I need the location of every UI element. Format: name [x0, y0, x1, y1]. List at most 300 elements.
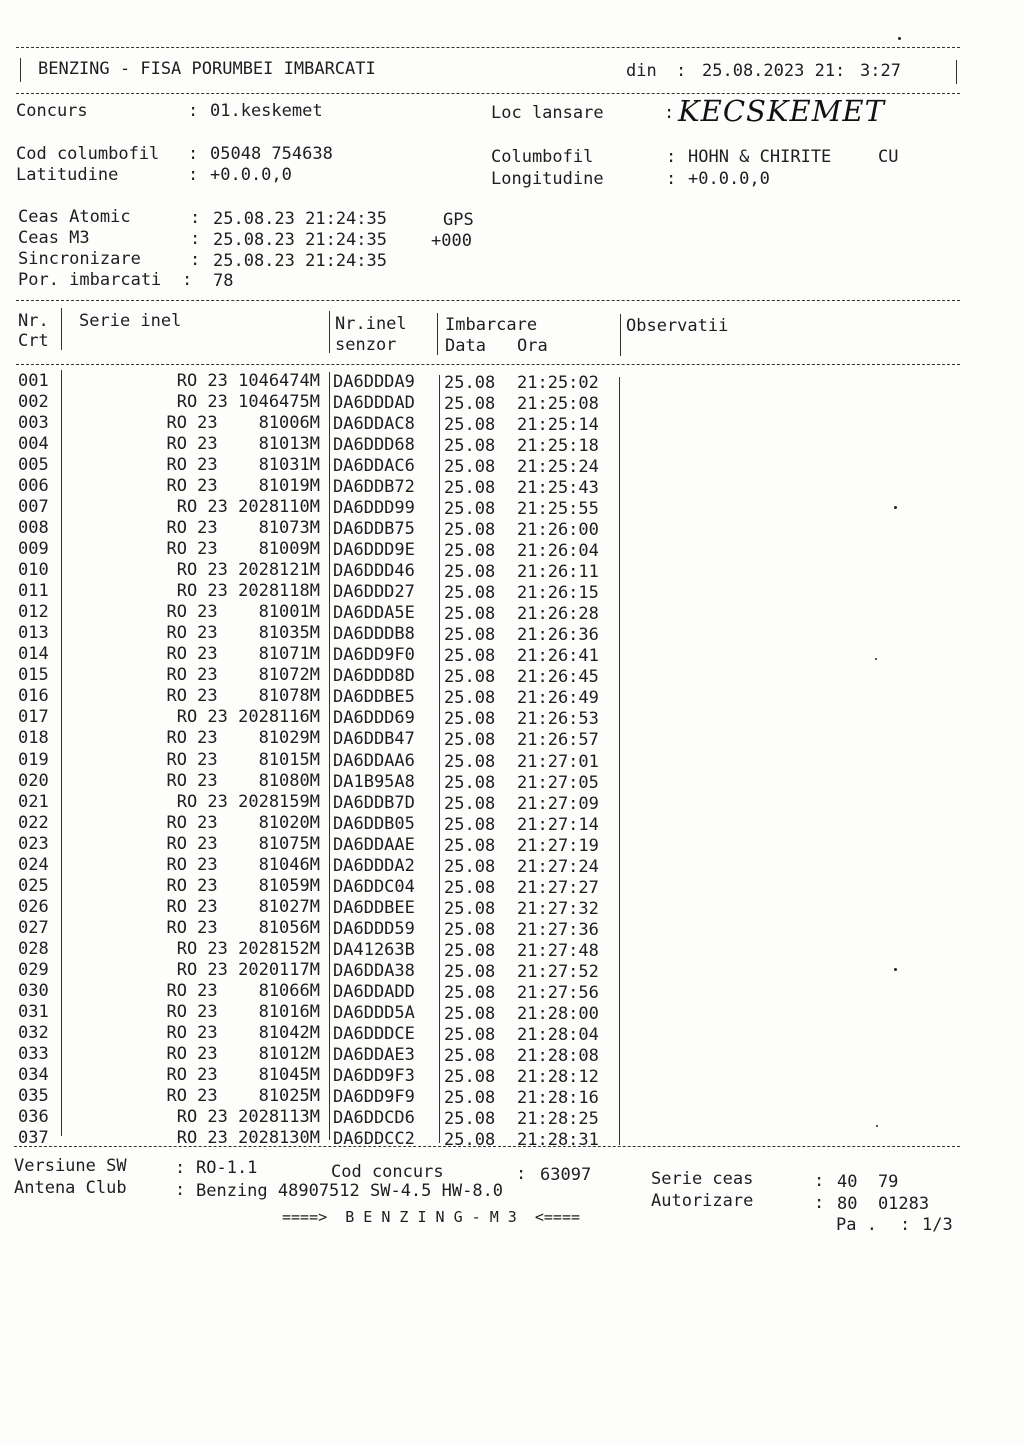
row-number: 014 — [18, 644, 49, 665]
row-number: 013 — [18, 623, 49, 644]
row-number: 018 — [18, 728, 49, 749]
header-divider-1 — [61, 308, 62, 350]
row-data: 25.08 — [444, 1130, 496, 1151]
table-row — [0, 434, 1024, 455]
body-divider-4 — [619, 377, 620, 1145]
row-number: 026 — [18, 896, 49, 917]
row-senzor: DA6DDDCE — [333, 1023, 415, 1044]
row-number: 019 — [18, 749, 49, 770]
row-number: 024 — [18, 854, 49, 875]
concurs-value: 01.keskemet — [210, 101, 323, 121]
row-data: 25.08 — [444, 436, 496, 457]
row-data: 25.08 — [444, 772, 496, 793]
row-data: 25.08 — [444, 562, 496, 583]
table-row — [0, 746, 1024, 772]
cod-columbofil-label: Cod columbofil — [16, 144, 160, 164]
header-divider-4 — [620, 314, 621, 356]
table-row — [0, 663, 1024, 688]
row-senzor: DA6DDA38 — [333, 960, 415, 981]
table-row — [0, 559, 1024, 583]
title-left-bar — [20, 58, 21, 82]
row-ora: 21:26:11 — [517, 562, 599, 583]
row-senzor: DA6DD9F9 — [333, 1087, 415, 1107]
row-number: 011 — [18, 581, 49, 602]
table-row — [0, 871, 1024, 898]
row-serie-inel: RO 23 81073M — [166, 518, 320, 539]
row-ora: 21:26:36 — [517, 625, 599, 646]
row-number: 004 — [18, 434, 49, 455]
row-data: 25.08 — [444, 604, 496, 625]
longitudine-label: Longitudine — [491, 169, 604, 189]
row-data: 25.08 — [444, 646, 496, 667]
row-senzor: DA6DDB72 — [333, 477, 415, 498]
row-serie-inel: RO 23 81016M — [166, 1001, 320, 1022]
table-row — [0, 1059, 1024, 1087]
row-serie-inel: RO 23 2028110M — [176, 497, 320, 518]
header-observatii: Observatii — [626, 316, 729, 336]
row-serie-inel: RO 23 81020M — [166, 812, 320, 833]
row-number: 017 — [18, 707, 49, 728]
row-ora: 21:28:12 — [517, 1066, 599, 1087]
row-data: 25.08 — [444, 793, 496, 814]
row-serie-inel: RO 23 2028130M — [176, 1128, 320, 1149]
row-serie-inel: RO 23 81072M — [166, 665, 320, 686]
row-number: 002 — [18, 392, 49, 413]
serie-ceas-colon: : — [814, 1171, 825, 1191]
row-number: 022 — [18, 812, 49, 833]
latitudine-colon: : — [188, 165, 199, 185]
page-colon: : — [900, 1215, 911, 1235]
row-serie-inel: RO 23 81012M — [166, 1043, 320, 1064]
row-ora: 21:27:05 — [517, 772, 599, 793]
row-serie-inel: RO 23 81078M — [166, 686, 320, 707]
columbofil-value-tail: CU — [878, 147, 899, 167]
row-senzor: DA6DDA5E — [333, 603, 415, 624]
row-senzor: DA6DDB7D — [333, 792, 415, 813]
row-number: 037 — [18, 1128, 49, 1149]
ceas-m3-label: Ceas M3 — [18, 228, 90, 248]
row-data: 25.08 — [444, 373, 496, 393]
ceas-atomic-label: Ceas Atomic — [18, 207, 131, 227]
row-senzor: DA6DDD27 — [333, 582, 415, 603]
table-row — [0, 642, 1024, 667]
versiune-sw-value: RO-1.1 — [196, 1158, 258, 1178]
antena-club-value: Benzing 48907512 SW-4.5 HW-8.0 — [196, 1181, 504, 1201]
row-number: 020 — [18, 770, 49, 791]
table-row — [0, 538, 1024, 562]
row-number: 033 — [18, 1043, 49, 1064]
header-crt: Crt — [18, 331, 49, 351]
row-number: 003 — [18, 413, 49, 434]
table-row — [0, 1101, 1024, 1130]
table-row — [0, 580, 1024, 604]
table-row — [0, 913, 1024, 940]
table-row — [0, 934, 1024, 961]
longitudine-colon: : — [666, 169, 677, 189]
row-ora: 21:27:01 — [517, 751, 599, 772]
row-serie-inel: RO 23 81031M — [166, 455, 320, 476]
row-data: 25.08 — [444, 625, 496, 646]
row-number: 001 — [18, 371, 49, 391]
row-senzor: DA6DDD8D — [333, 666, 415, 687]
page-label: Pa . — [836, 1215, 877, 1235]
row-serie-inel: RO 23 81009M — [166, 539, 320, 560]
row-ora: 21:25:14 — [517, 415, 599, 436]
row-senzor: DA6DDD59 — [333, 918, 415, 939]
concurs-colon: : — [188, 101, 199, 121]
row-serie-inel: RO 23 81046M — [166, 854, 320, 875]
row-data: 25.08 — [444, 898, 496, 919]
row-ora: 21:26:53 — [517, 709, 599, 730]
table-row — [0, 413, 1024, 434]
row-serie-inel: RO 23 2028121M — [176, 560, 320, 581]
row-ora: 21:27:24 — [517, 856, 599, 877]
row-senzor: DA6DD9F0 — [333, 645, 415, 666]
body-divider-3 — [439, 375, 440, 1143]
versiune-sw-label: Versiune SW — [14, 1156, 127, 1176]
row-senzor: DA6DDD5A — [333, 1002, 415, 1023]
row-ora: 21:26:57 — [517, 730, 599, 751]
row-number: 034 — [18, 1064, 49, 1085]
row-number: 036 — [18, 1107, 49, 1128]
date-value: 25.08.2023 21: — [702, 61, 846, 81]
row-senzor: DA6DDAA6 — [333, 750, 415, 771]
row-serie-inel: RO 23 81066M — [166, 980, 320, 1001]
row-senzor: DA6DDAAE — [333, 834, 415, 855]
columbofil-colon: : — [666, 147, 677, 167]
row-serie-inel: RO 23 81013M — [166, 434, 320, 455]
porumbei-imbarcati-colon: : — [182, 270, 193, 290]
antena-club-colon: : — [175, 1180, 186, 1200]
row-ora: 21:25:24 — [517, 457, 599, 478]
row-data: 25.08 — [444, 541, 496, 562]
row-data: 25.08 — [444, 751, 496, 772]
row-serie-inel: RO 23 2028118M — [176, 581, 320, 602]
concurs-label: Concurs — [16, 101, 88, 121]
table-row — [0, 1122, 1024, 1151]
row-data: 25.08 — [444, 877, 496, 898]
row-ora: 21:27:32 — [517, 898, 599, 919]
cod-concurs-colon: : — [516, 1164, 527, 1184]
row-number: 032 — [18, 1022, 49, 1043]
row-serie-inel: RO 23 2028159M — [176, 791, 320, 812]
title-right-bar — [956, 60, 957, 84]
scan-speck — [875, 658, 877, 660]
table-row — [0, 767, 1024, 793]
row-data: 25.08 — [444, 499, 496, 520]
antena-club-label: Antena Club — [14, 1178, 127, 1198]
row-ora: 21:26:04 — [517, 541, 599, 562]
page-value: 1/3 — [922, 1215, 953, 1235]
latitudine-label: Latitudine — [16, 165, 119, 185]
row-data: 25.08 — [444, 667, 496, 688]
row-ora: 21:27:27 — [517, 877, 599, 898]
row-data: 25.08 — [444, 1003, 496, 1024]
sincronizare-label: Sincronizare — [18, 249, 141, 269]
row-data: 25.08 — [444, 1088, 496, 1108]
row-data: 25.08 — [444, 583, 496, 604]
row-senzor: DA6DDCC2 — [333, 1129, 415, 1150]
autorizare-value: 80 01283 — [837, 1194, 930, 1214]
body-divider-2 — [329, 372, 330, 1140]
row-data: 25.08 — [444, 1066, 496, 1087]
row-ora: 21:26:00 — [517, 520, 599, 541]
cod-concurs-label: Cod concurs — [331, 1162, 444, 1182]
row-serie-inel: RO 23 81027M — [166, 896, 320, 917]
row-number: 015 — [18, 665, 49, 686]
header-data: Data — [445, 336, 486, 356]
row-senzor: DA6DDB47 — [333, 729, 415, 750]
header-ora: Ora — [517, 336, 548, 356]
porumbei-imbarcati-label: Por. imbarcati — [18, 270, 162, 290]
row-number: 010 — [18, 560, 49, 581]
document-title: BENZING - FISA PORUMBEI IMBARCATI — [38, 59, 376, 79]
row-ora: 21:28:16 — [517, 1088, 599, 1108]
table-row — [0, 1038, 1024, 1066]
autorizare-colon: : — [814, 1193, 825, 1213]
top-rule — [16, 47, 960, 48]
row-senzor: DA6DDB05 — [333, 813, 415, 834]
table-row — [0, 705, 1024, 730]
ceas-m3-suffix: +000 — [431, 231, 472, 251]
row-ora: 21:27:19 — [517, 835, 599, 856]
table-row — [0, 809, 1024, 835]
row-data: 25.08 — [444, 814, 496, 835]
row-serie-inel: RO 23 2028116M — [176, 707, 320, 728]
row-ora: 21:27:14 — [517, 814, 599, 835]
row-ora: 21:27:36 — [517, 919, 599, 940]
row-senzor: DA41263B — [333, 939, 415, 960]
header-divider-3 — [437, 313, 438, 355]
row-data: 25.08 — [444, 856, 496, 877]
header-nr: Nr. — [18, 311, 49, 331]
row-ora: 21:28:04 — [517, 1024, 599, 1045]
row-ora: 21:27:56 — [517, 982, 599, 1003]
row-senzor: DA6DDDAD — [333, 393, 415, 414]
row-serie-inel: RO 23 81045M — [166, 1064, 320, 1085]
row-senzor: DA6DDDB8 — [333, 624, 415, 645]
row-serie-inel: RO 23 81059M — [166, 875, 320, 896]
row-number: 009 — [18, 539, 49, 560]
row-serie-inel: RO 23 1046474M — [176, 371, 320, 391]
body-divider-1 — [61, 370, 62, 1136]
date-tail: 3:27 — [860, 61, 901, 81]
ceas-atomic-colon: : — [190, 208, 201, 228]
scan-speck — [898, 37, 901, 40]
date-label: din — [626, 61, 657, 81]
header-divider-2 — [329, 311, 330, 353]
table-row — [0, 1080, 1024, 1108]
row-ora: 21:25:55 — [517, 499, 599, 520]
autorizare-label: Autorizare — [651, 1191, 754, 1211]
table-top-rule — [16, 300, 960, 301]
table-row — [0, 976, 1024, 1003]
table-row — [0, 496, 1024, 520]
row-number: 021 — [18, 791, 49, 812]
cod-columbofil-colon: : — [188, 144, 199, 164]
scan-speck — [894, 506, 897, 509]
row-data: 25.08 — [444, 835, 496, 856]
table-row — [0, 392, 1024, 413]
row-ora: 21:26:45 — [517, 667, 599, 688]
row-senzor: DA6DDDA2 — [333, 855, 415, 876]
table-row — [0, 621, 1024, 646]
row-senzor: DA6DDBEE — [333, 897, 415, 918]
cod-concurs-value: 63097 — [540, 1165, 592, 1185]
table-row — [0, 955, 1024, 982]
row-senzor: DA6DDAC8 — [333, 414, 415, 435]
row-data: 25.08 — [444, 478, 496, 499]
row-senzor: DA6DDD46 — [333, 561, 415, 582]
row-senzor: DA6DDD69 — [333, 708, 415, 729]
row-ora: 21:28:08 — [517, 1045, 599, 1066]
columbofil-value: HOHN & CHIRITE — [688, 147, 832, 167]
row-serie-inel: RO 23 81080M — [166, 770, 320, 791]
row-serie-inel: RO 23 81001M — [166, 602, 320, 623]
table-row — [0, 788, 1024, 814]
row-senzor: DA6DDB75 — [333, 519, 415, 540]
table-row — [0, 725, 1024, 751]
row-senzor: DA6DDCD6 — [333, 1108, 415, 1129]
loc-lansare-handwritten: KECSKEMET — [678, 94, 885, 128]
row-ora: 21:26:15 — [517, 583, 599, 604]
row-number: 025 — [18, 875, 49, 896]
row-serie-inel: RO 23 81056M — [166, 917, 320, 938]
row-data: 25.08 — [444, 709, 496, 730]
table-row — [0, 517, 1024, 541]
row-senzor: DA1B95A8 — [333, 771, 415, 792]
ceas-m3-colon: : — [190, 229, 201, 249]
row-senzor: DA6DDDA9 — [333, 372, 415, 392]
row-ora: 21:28:00 — [517, 1003, 599, 1024]
row-number: 007 — [18, 497, 49, 518]
table-row — [0, 892, 1024, 919]
row-senzor: DA6DDAC6 — [333, 456, 415, 477]
longitudine-value: +0.0.0,0 — [688, 169, 770, 189]
row-data: 25.08 — [444, 1024, 496, 1045]
row-serie-inel: RO 23 81015M — [166, 749, 320, 770]
row-senzor: DA6DDD99 — [333, 498, 415, 519]
cod-columbofil-value: 05048 754638 — [210, 144, 333, 164]
table-row — [0, 684, 1024, 709]
row-serie-inel: RO 23 81035M — [166, 623, 320, 644]
benzing-brand-line: ====> B E N Z I N G - M 3 <==== — [282, 1208, 581, 1226]
row-serie-inel: RO 23 81042M — [166, 1022, 320, 1043]
row-number: 006 — [18, 476, 49, 497]
row-serie-inel: RO 23 81006M — [166, 413, 320, 434]
table-row — [0, 997, 1024, 1024]
row-senzor: DA6DDADD — [333, 981, 415, 1002]
sincronizare-value: 25.08.23 21:24:35 — [213, 251, 387, 271]
latitudine-value: +0.0.0,0 — [210, 165, 292, 185]
row-data: 25.08 — [444, 730, 496, 751]
footer-top-rule — [14, 1146, 960, 1147]
row-number: 023 — [18, 833, 49, 854]
row-senzor: DA6DD9F3 — [333, 1065, 415, 1086]
row-senzor: DA6DDAE3 — [333, 1044, 415, 1065]
versiune-sw-colon: : — [175, 1158, 186, 1178]
row-ora: 21:28:25 — [517, 1109, 599, 1130]
row-serie-inel: RO 23 1046475M — [176, 392, 320, 413]
porumbei-imbarcati-value: 78 — [213, 271, 234, 291]
ceas-m3-value: 25.08.23 21:24:35 — [213, 230, 387, 250]
row-data: 25.08 — [444, 982, 496, 1003]
table-row — [0, 1017, 1024, 1045]
ceas-atomic-suffix: GPS — [443, 210, 474, 230]
row-senzor: DA6DDD68 — [333, 435, 415, 456]
row-number: 008 — [18, 518, 49, 539]
row-number: 012 — [18, 602, 49, 623]
row-ora: 21:27:09 — [517, 793, 599, 814]
row-number: 030 — [18, 980, 49, 1001]
row-number: 016 — [18, 686, 49, 707]
row-ora: 21:25:02 — [517, 373, 599, 393]
row-ora: 21:27:48 — [517, 940, 599, 961]
ceas-atomic-value: 25.08.23 21:24:35 — [213, 209, 387, 229]
loc-lansare-colon: : — [664, 103, 675, 123]
row-ora: 21:27:52 — [517, 961, 599, 982]
table-row — [0, 830, 1024, 856]
scan-speck — [894, 968, 897, 971]
row-serie-inel: RO 23 81019M — [166, 476, 320, 497]
row-data: 25.08 — [444, 415, 496, 436]
serie-ceas-value: 40 79 — [837, 1172, 899, 1192]
row-ora: 21:26:41 — [517, 646, 599, 667]
row-data: 25.08 — [444, 940, 496, 961]
row-ora: 21:26:49 — [517, 688, 599, 709]
row-ora: 21:26:28 — [517, 604, 599, 625]
row-senzor: DA6DDC04 — [333, 876, 415, 897]
row-data: 25.08 — [444, 457, 496, 478]
loc-lansare-label: Loc lansare — [491, 103, 604, 123]
row-number: 027 — [18, 917, 49, 938]
row-number: 031 — [18, 1001, 49, 1022]
row-serie-inel: RO 23 2028152M — [176, 938, 320, 959]
header-nr-inel: Nr.inel — [335, 314, 407, 334]
row-number: 029 — [18, 959, 49, 980]
row-data: 25.08 — [444, 688, 496, 709]
row-serie-inel: RO 23 81025M — [166, 1086, 320, 1106]
date-colon: : — [676, 61, 687, 81]
row-serie-inel: RO 23 81075M — [166, 833, 320, 854]
row-serie-inel: RO 23 2020117M — [176, 959, 320, 980]
table-row — [0, 371, 1024, 392]
table-row — [0, 475, 1024, 499]
row-data: 25.08 — [444, 394, 496, 415]
row-serie-inel: RO 23 81029M — [166, 728, 320, 749]
row-senzor: DA6DDD9E — [333, 540, 415, 561]
row-number: 028 — [18, 938, 49, 959]
row-data: 25.08 — [444, 520, 496, 541]
row-data: 25.08 — [444, 1109, 496, 1130]
row-ora: 21:25:08 — [517, 394, 599, 415]
table-header-rule — [16, 364, 960, 365]
row-data: 25.08 — [444, 919, 496, 940]
row-number: 005 — [18, 455, 49, 476]
columbofil-label: Columbofil — [491, 147, 594, 167]
table-row — [0, 851, 1024, 877]
serie-ceas-label: Serie ceas — [651, 1169, 754, 1189]
row-senzor: DA6DDBE5 — [333, 687, 415, 708]
header-senzor: senzor — [335, 335, 397, 355]
sincronizare-colon: : — [190, 250, 201, 270]
table-row — [0, 454, 1024, 478]
scan-speck — [876, 1125, 878, 1127]
row-ora: 21:25:18 — [517, 436, 599, 457]
row-serie-inel: RO 23 81071M — [166, 644, 320, 665]
header-imbarcare: Imbarcare — [445, 315, 538, 335]
row-ora: 21:25:43 — [517, 478, 599, 499]
